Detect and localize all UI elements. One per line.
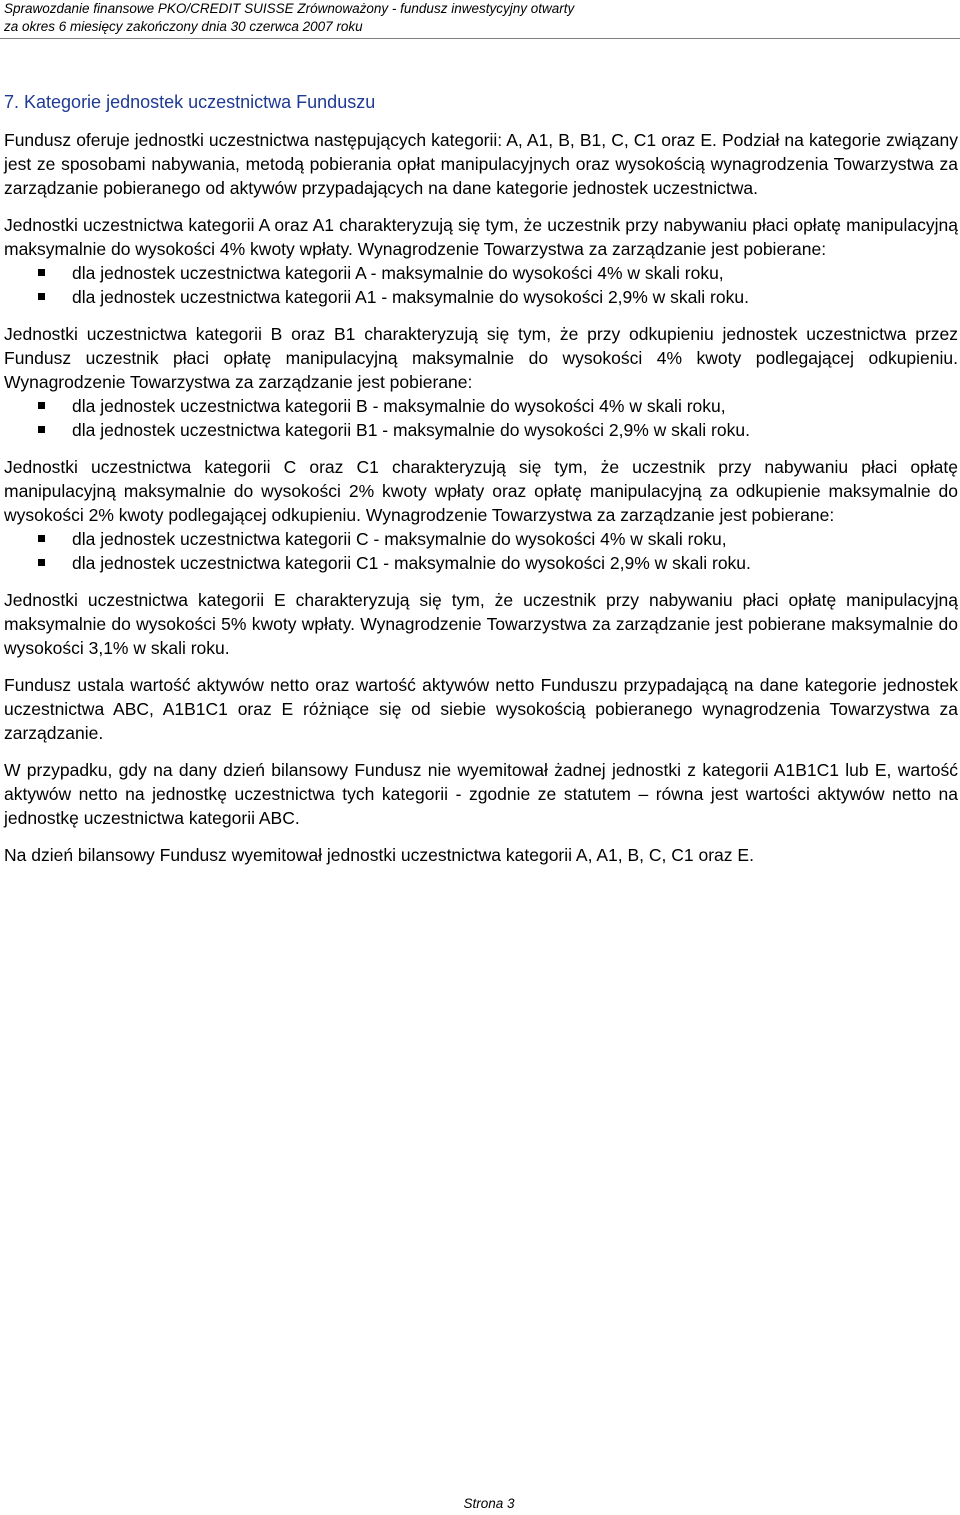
list-category-c-fees [4,527,958,575]
list-item: dla jednostek uczestnictwa kategorii B1 - maksymalnie do wysokości 2,9% w skali roku. [4,418,958,442]
list-item: dla jednostek uczestnictwa kategorii A - maksymalnie do wysokości 4% w skali roku, [4,261,958,285]
list-item: dla jednostek uczestnictwa kategorii A1 - maksymalnie do wysokości 2,9% w skali roku. [4,285,958,309]
section-title: 7. Kategorie jednostek uczestnictwa Funduszu [4,92,376,112]
paragraph-categories-intro: Fundusz oferuje jednostki uczestnictwa następujących kategorii: A, A1, B, B1, C, C1 oraz E. Podział na kategorie związany jest ze sposobami nabywania, metodą pobierania opłat manipulacyjnych oraz wysokością wynagrodzenia Towarzystwa za zarządzanie pobieranego od aktywów przypadających na dane kategorie jednostek uczestnictwa. [4,130,958,198]
document-body [4,128,958,880]
list-item: dla jednostek uczestnictwa kategorii C1 - maksymalnie do wysokości 2,9% w skali roku. [4,551,958,575]
list-category-a-fees [4,261,958,309]
list-item: dla jednostek uczestnictwa kategorii B - maksymalnie do wysokości 4% w skali roku, [4,394,958,418]
paragraph-no-issuance-case: W przypadku, gdy na dany dzień bilansowy Fundusz nie wyemitował żadnej jednostki z kategorii A1B1C1 lub E, wartość aktywów netto na jednostkę uczestnictwa tych kategorii - zgodnie ze statutem – równa jest wartości aktywów netto na jednostkę uczestnictwa kategorii ABC. [4,760,958,828]
bullet-icon [38,402,45,409]
bullet-icon [38,269,45,276]
bullet-icon [38,535,45,542]
page-number: Strona 3 [463,1496,515,1511]
paragraph-category-c: Jednostki uczestnictwa kategorii C oraz C1 charakteryzują się tym, że uczestnik przy nabywaniu płaci opłatę manipulacyjną maksymalnie do wysokości 2% kwoty wpłaty oraz opłatę manipulacyjną za odkupienie maksymalnie do wysokości 2% kwoty podlegającej odkupieniu. Wynagrodzenie Towarzystwa za zarządzanie jest pobierane: [4,457,958,525]
page-footer [0,1495,960,1513]
paragraph-category-e: Jednostki uczestnictwa kategorii E charakteryzują się tym, że uczestnik przy nabywaniu płaci opłatę manipulacyjną maksymalnie do wysokości 5% kwoty wpłaty. Wynagrodzenie Towarzystwa za zarządzanie jest pobierane maksymalnie do wysokości 3,1% w skali roku. [4,590,958,658]
bullet-icon [38,293,45,300]
document-header [4,0,954,36]
paragraph-category-a: Jednostki uczestnictwa kategorii A oraz A1 charakteryzują się tym, że uczestnik przy nabywaniu płaci opłatę manipulacyjną maksymalnie do wysokości 4% kwoty wpłaty. Wynagrodzenie Towarzystwa za zarządzanie jest pobierane: [4,215,958,259]
paragraph-issued-categories: Na dzień bilansowy Fundusz wyemitował jednostki uczestnictwa kategorii A, A1, B, C, C1 oraz E. [4,845,754,865]
header-divider [0,38,960,39]
paragraph-net-asset-value: Fundusz ustala wartość aktywów netto oraz wartość aktywów netto Funduszu przypadającą na dane kategorie jednostek uczestnictwa ABC, A1B1C1 oraz E różniące się od siebie wysokością pobieranego wynagrodzenia Towarzystwa za zarządzanie. [4,675,958,743]
bullet-icon [38,559,45,566]
header-report-title: Sprawozdanie finansowe PKO/CREDIT SUISSE Zrównoważony - fundusz inwestycyjny otwarty [4,1,575,16]
header-period: za okres 6 miesięcy zakończony dnia 30 czerwca 2007 roku [4,19,363,34]
list-category-b-fees [4,394,958,442]
bullet-icon [38,426,45,433]
paragraph-category-b: Jednostki uczestnictwa kategorii B oraz B1 charakteryzują się tym, że przy odkupieniu jednostek uczestnictwa przez Fundusz uczestnik płaci opłatę manipulacyjną maksymalnie do wysokości 4% kwoty podlegającej odkupieniu. Wynagrodzenie Towarzystwa za zarządzanie jest pobierane: [4,324,958,392]
list-item: dla jednostek uczestnictwa kategorii C - maksymalnie do wysokości 4% w skali roku, [4,527,958,551]
